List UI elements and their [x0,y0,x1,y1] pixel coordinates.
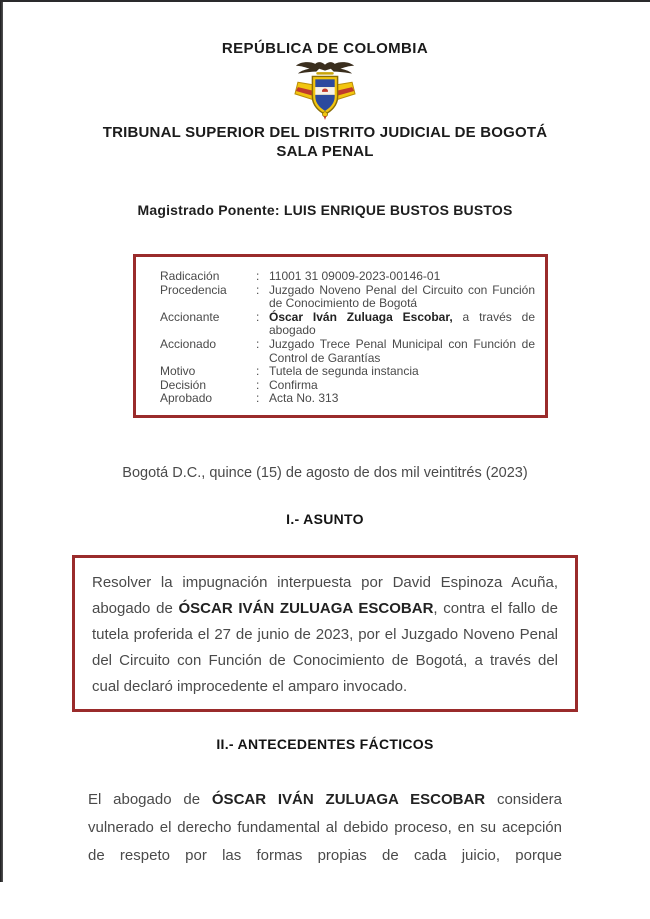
scan-edge-top [0,0,650,2]
case-value: Juzgado Noveno Penal del Circuito con Función de Conocimiento de Bogotá [269,282,535,311]
magistrate-line: Magistrado Ponente: LUIS ENRIQUE BUSTOS BUSTOS [137,202,513,218]
section-heading-asunto: I.- ASUNTO [286,510,364,527]
case-value: 11001 31 09009-2023-00146-01 [269,269,441,283]
case-row-accionante [160,311,539,338]
case-label: Motivo [160,364,196,379]
asunto-paragraph [92,570,558,700]
case-label: Decisión [160,377,207,392]
antecedentes-paragraph [88,786,562,870]
asunto-part2: , contra el fallo de tutela proferida el 27 de junio de 2023, por el Juzgado Noveno Penal del Circuito con Función de Conocimiento de Bogotá, a través del cual declaró improcedente el amparo invocado. [92,599,558,695]
case-row-decision [160,379,539,393]
asunto-box [72,555,578,712]
case-row-accionado [160,338,539,365]
case-label: Procedencia [160,282,227,297]
case-value: Acta No. 313 [269,391,339,406]
case-colon: : [256,391,260,406]
case-row-radicacion [160,270,539,284]
colombia-coat-of-arms-icon [286,59,364,121]
asunto-name-bold: ÓSCAR IVÁN ZULUAGA ESCOBAR [178,599,434,617]
tribunal-heading [0,123,650,161]
case-label: Radicación [160,269,220,283]
tribunal-line1: TRIBUNAL SUPERIOR DEL DISTRITO JUDICIAL DE BOGOTÁ [102,124,548,141]
case-colon: : [256,282,260,297]
antecedentes-part2: considera vulnerado el derecho fundamental al debido proceso, en su acepción de respeto por las formas propias de cada juicio, porque [88,790,562,864]
accionante-name-bold: Óscar Iván Zuluaga Escobar, [269,309,453,324]
case-label: Aprobado [160,391,213,406]
section-heading-antecedentes: II.- ANTECEDENTES FÁCTICOS [216,735,434,752]
scan-edge-left [0,0,3,882]
case-row-motivo [160,365,539,379]
case-colon: : [256,336,260,351]
tribunal-line2: SALA PENAL [276,143,374,160]
antecedentes-name-bold: ÓSCAR IVÁN ZULUAGA ESCOBAR [211,790,486,808]
case-label: Accionado [160,336,217,351]
case-label: Accionante [160,309,220,324]
accionante-rest: a través de abogado [269,309,535,338]
republic-title: REPÚBLICA DE COLOMBIA [221,40,429,57]
case-value: Juzgado Trece Penal Municipal con Función de Control de Garantías [269,336,535,365]
date-line: Bogotá D.C., quince (15) de agosto de dos mil veintitrés (2023) [122,464,528,481]
case-value [269,311,539,338]
asunto-part1: Resolver la impugnación interpuesta por David Espinoza Acuña, abogado de [92,573,558,617]
case-colon: : [256,269,260,283]
coat-of-arms-wrap [0,59,650,121]
case-row-aprobado [160,392,539,406]
case-colon: : [256,364,260,379]
case-colon: : [256,377,260,392]
case-colon: : [256,309,260,324]
case-value: Tutela de segunda instancia [269,364,419,379]
case-value: Confirma [269,377,318,392]
antecedentes-part1: El abogado de [88,790,212,808]
case-row-procedencia [160,284,539,311]
case-summary-box [133,254,548,418]
